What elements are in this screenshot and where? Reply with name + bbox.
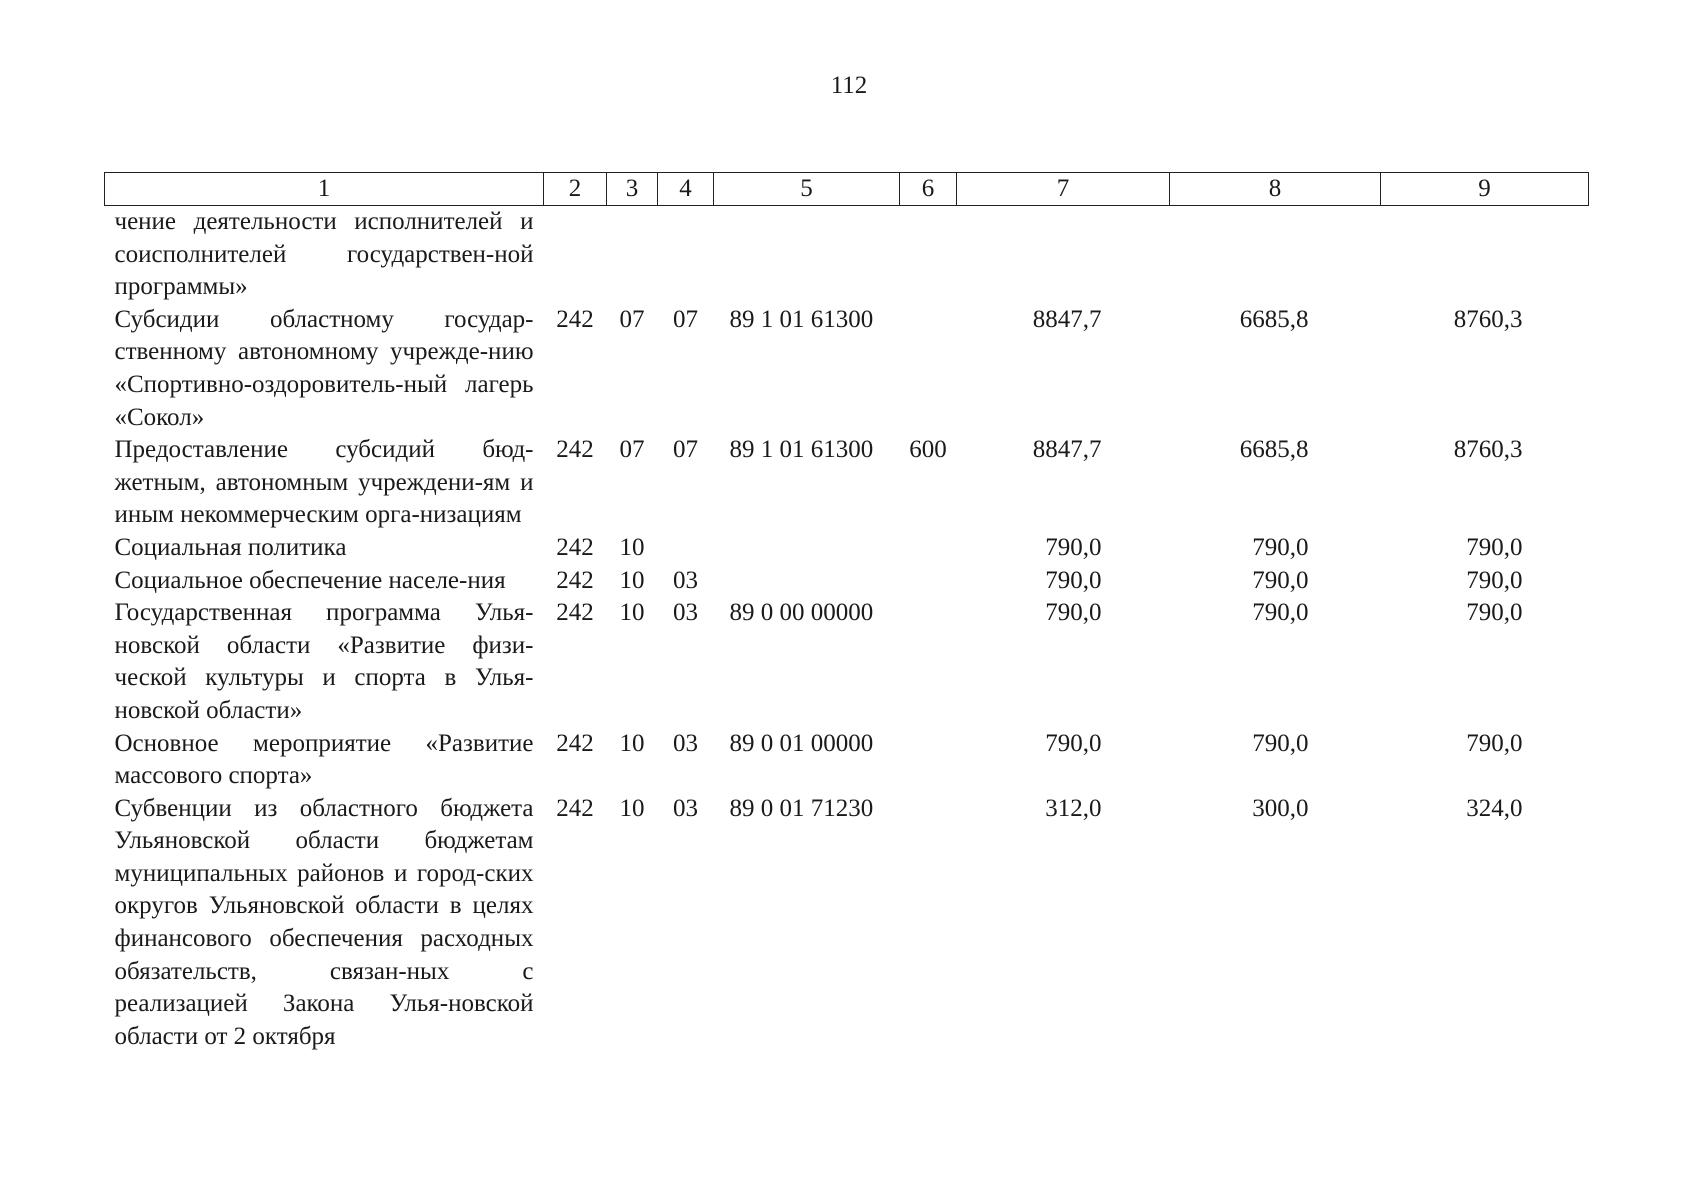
row-code-expense-type xyxy=(900,565,957,598)
row-amount-col8: 300,0 xyxy=(1252,794,1309,822)
row-code-target: 89 0 01 71230 xyxy=(729,794,874,822)
header-col-7: 7 xyxy=(957,173,1170,206)
row-code-subsection: 03 xyxy=(673,729,698,757)
table-row xyxy=(105,728,1589,793)
page-number: 112 xyxy=(830,72,868,99)
row-description: Социальная политика xyxy=(114,533,347,561)
row-code-target xyxy=(714,206,900,304)
row-code-section: 07 xyxy=(619,305,645,333)
row-amount-col8: 790,0 xyxy=(1252,729,1309,757)
row-amount-col8: 790,0 xyxy=(1252,599,1309,627)
row-amount-col9 xyxy=(1381,206,1589,304)
row-code-section: 10 xyxy=(619,533,645,561)
header-col-2: 2 xyxy=(544,173,607,206)
row-amount-col8: 6685,8 xyxy=(1239,436,1309,464)
row-amount-col8: 790,0 xyxy=(1252,566,1309,594)
header-col-5: 5 xyxy=(714,173,900,206)
header-col-6: 6 xyxy=(900,173,957,206)
budget-table xyxy=(104,172,1589,1053)
table-row xyxy=(105,206,1589,304)
table-row xyxy=(105,793,1589,1054)
row-amount-col8: 790,0 xyxy=(1252,533,1309,561)
row-description: чение деятельности исполнителей и соисполнителей государствен-ной программы» xyxy=(114,208,534,301)
row-amount-col7 xyxy=(957,206,1170,304)
row-code-section: 10 xyxy=(619,794,645,822)
row-code-target xyxy=(714,532,900,565)
row-code-expense-type: 600 xyxy=(909,436,947,464)
header-row xyxy=(105,173,1589,206)
row-amount-col7: 8847,7 xyxy=(1032,436,1102,464)
row-code-section: 10 xyxy=(619,729,645,757)
row-amount-col9: 324,0 xyxy=(1466,794,1523,822)
row-code-expense-type xyxy=(900,597,957,727)
row-code-ministry xyxy=(544,206,607,304)
row-code-expense-type xyxy=(900,206,957,304)
row-code-section: 10 xyxy=(619,599,645,627)
row-code-section: 10 xyxy=(619,566,645,594)
row-code-ministry: 242 xyxy=(556,599,594,627)
row-amount-col9: 8760,3 xyxy=(1453,305,1523,333)
row-amount-col7: 312,0 xyxy=(1045,794,1102,822)
row-description: Субсидии областному государ-ственному автономному учрежде-нию «Спортивно-оздоровитель-ный лагерь «Сокол» xyxy=(114,305,534,431)
row-code-subsection: 07 xyxy=(673,305,698,333)
row-code-target: 89 0 00 00000 xyxy=(729,599,874,627)
row-amount-col9: 8760,3 xyxy=(1453,436,1523,464)
table-row xyxy=(105,434,1589,532)
row-code-target xyxy=(714,565,900,598)
row-code-expense-type xyxy=(900,304,957,434)
row-code-ministry: 242 xyxy=(556,566,594,594)
row-code-ministry: 242 xyxy=(556,305,594,333)
row-amount-col9: 790,0 xyxy=(1466,566,1523,594)
row-code-section xyxy=(607,206,658,304)
row-description: Социальное обеспечение населе-ния xyxy=(114,566,506,594)
row-code-expense-type xyxy=(900,728,957,793)
row-amount-col7: 790,0 xyxy=(1045,599,1102,627)
row-amount-col7: 790,0 xyxy=(1045,533,1102,561)
table-header xyxy=(105,173,1589,206)
row-code-target: 89 1 01 61300 xyxy=(729,436,874,464)
row-code-section: 07 xyxy=(619,436,645,464)
row-code-ministry: 242 xyxy=(556,436,594,464)
row-code-expense-type xyxy=(900,532,957,565)
row-code-ministry: 242 xyxy=(556,729,594,757)
header-col-4: 4 xyxy=(658,173,714,206)
row-code-ministry: 242 xyxy=(556,533,594,561)
row-code-expense-type xyxy=(900,793,957,1054)
row-amount-col9: 790,0 xyxy=(1466,533,1523,561)
row-amount-col7: 790,0 xyxy=(1045,729,1102,757)
row-code-ministry: 242 xyxy=(556,794,594,822)
row-description: Государственная программа Улья-новской области «Развитие физи-ческой культуры и спорта в Улья-новской области» xyxy=(114,599,534,724)
table-row xyxy=(105,304,1589,434)
row-code-subsection: 07 xyxy=(673,436,698,464)
row-code-subsection xyxy=(658,532,714,565)
row-code-subsection: 03 xyxy=(673,794,698,822)
header-col-3: 3 xyxy=(607,173,658,206)
row-code-target: 89 1 01 61300 xyxy=(729,305,874,333)
table-row xyxy=(105,565,1589,598)
row-amount-col8 xyxy=(1170,206,1381,304)
row-code-subsection: 03 xyxy=(673,599,698,627)
table-row xyxy=(105,597,1589,727)
row-description: Субвенции из областного бюджета Ульяновской области бюджетам муниципальных районов и город-ских округов Ульяновской области в целях финансового обеспечения расходных обязательств, связан-ных с реализацией Закона Улья-новской области от 2 октября xyxy=(114,794,534,1050)
header-col-1: 1 xyxy=(105,173,544,206)
row-amount-col8: 6685,8 xyxy=(1239,305,1309,333)
row-code-subsection: 03 xyxy=(673,566,698,594)
row-description: Основное мероприятие «Развитие массового спорта» xyxy=(114,729,534,790)
table-row xyxy=(105,532,1589,565)
row-amount-col7: 790,0 xyxy=(1045,566,1102,594)
row-description: Предоставление субсидий бюд-жетным, автономным учреждени-ям и иным некоммерческим орга-низациям xyxy=(114,436,534,529)
row-amount-col9: 790,0 xyxy=(1466,599,1523,627)
row-amount-col7: 8847,7 xyxy=(1032,305,1102,333)
row-code-subsection xyxy=(658,206,714,304)
table-body xyxy=(105,206,1589,1054)
header-col-9: 9 xyxy=(1381,173,1589,206)
row-amount-col9: 790,0 xyxy=(1466,729,1523,757)
row-code-target: 89 0 01 00000 xyxy=(729,729,874,757)
header-col-8: 8 xyxy=(1170,173,1381,206)
